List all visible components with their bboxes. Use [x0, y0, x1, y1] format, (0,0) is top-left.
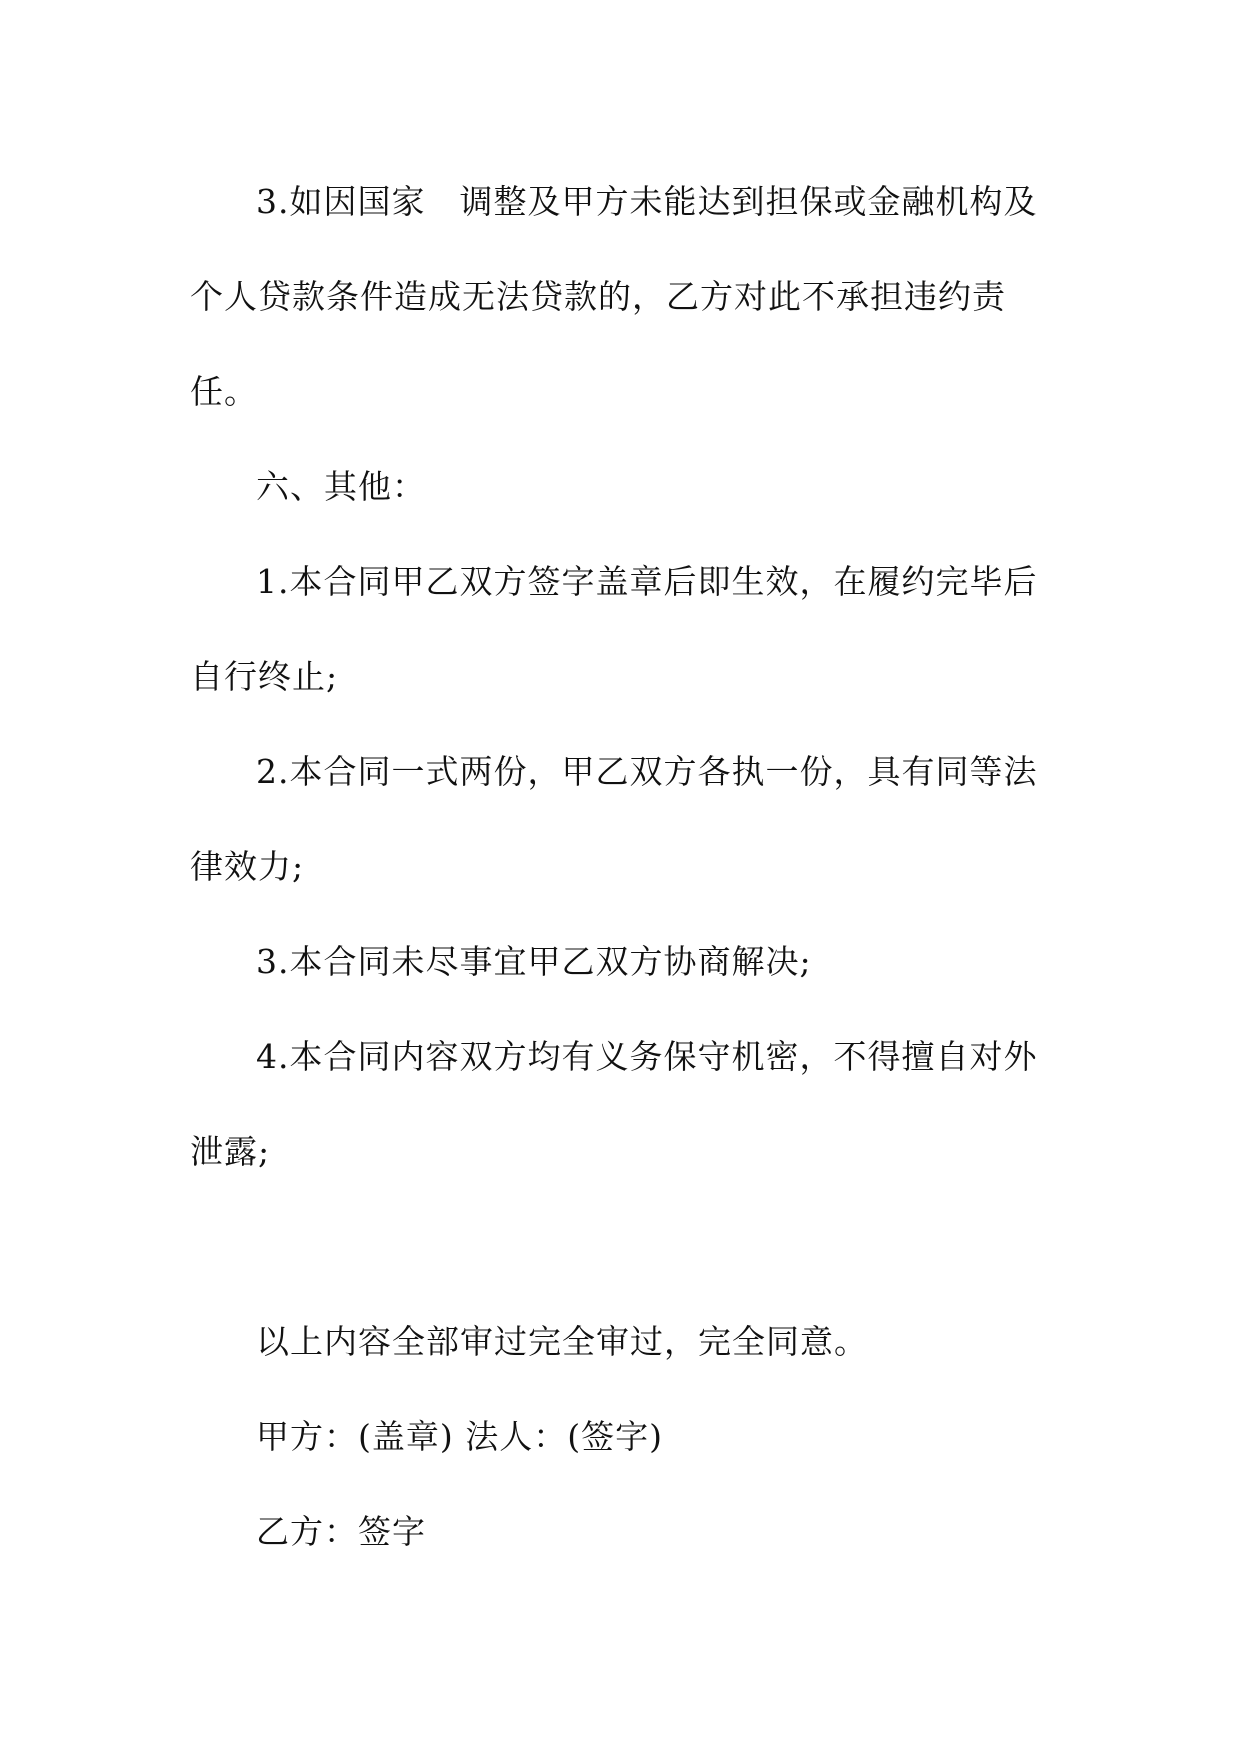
section-6-heading: 六、其他： — [256, 467, 426, 506]
clause-6-1-line-2: 自行终止; — [190, 657, 339, 696]
clause-6-3: 3.本合同未尽事宜甲乙双方协商解决; — [256, 942, 812, 981]
clause-6-4-line-1: 4.本合同内容双方均有义务保守机密，不得擅自对外 — [256, 1037, 1038, 1076]
clause-5-3-line-3: 任。 — [190, 372, 258, 411]
party-b-signature-line: 乙方：签字 — [256, 1512, 426, 1551]
agreement-statement: 以上内容全部审过完全审过，完全同意。 — [256, 1322, 868, 1361]
clause-5-3-line-1: 3.如因国家 调整及甲方未能达到担保或金融机构及 — [256, 182, 1038, 221]
clause-5-3-line-2: 个人贷款条件造成无法贷款的，乙方对此不承担违约责 — [190, 277, 1006, 316]
clause-6-1-line-1: 1.本合同甲乙双方签字盖章后即生效，在履约完毕后 — [256, 562, 1038, 601]
clause-6-4-line-2: 泄露; — [190, 1132, 271, 1171]
clause-6-2-line-2: 律效力; — [190, 847, 305, 886]
clause-6-2-line-1: 2.本合同一式两份，甲乙双方各执一份，具有同等法 — [256, 752, 1038, 791]
party-a-signature-line: 甲方：(盖章) 法人：(签字) — [256, 1417, 663, 1456]
